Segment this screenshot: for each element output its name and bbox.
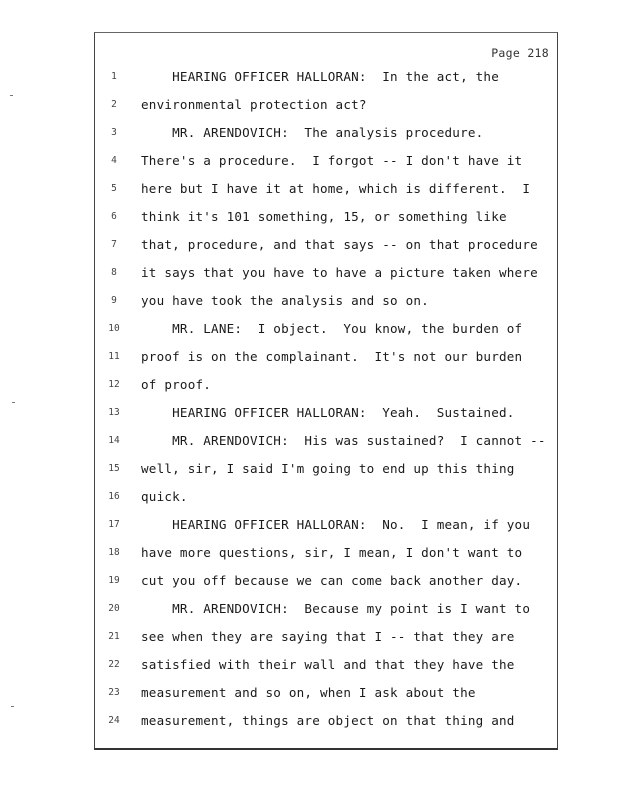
transcript-line bbox=[95, 399, 557, 427]
transcript-line bbox=[95, 427, 557, 455]
transcript-line bbox=[95, 539, 557, 567]
line-text: satisfied with their wall and that they have the bbox=[141, 657, 515, 672]
line-text: environmental protection act? bbox=[141, 97, 367, 112]
transcript-page bbox=[94, 32, 558, 750]
line-number: 2 bbox=[111, 99, 117, 110]
transcript-line bbox=[95, 651, 557, 679]
transcript-line bbox=[95, 567, 557, 595]
line-number: 14 bbox=[108, 435, 120, 446]
transcript-line bbox=[95, 91, 557, 119]
line-number: 20 bbox=[108, 603, 120, 614]
line-number: 13 bbox=[108, 407, 120, 418]
line-text: have more questions, sir, I mean, I don't want to bbox=[141, 545, 523, 560]
line-text: There's a procedure. I forgot -- I don't have it bbox=[141, 153, 523, 168]
line-text: that, procedure, and that says -- on that procedure bbox=[141, 237, 538, 252]
line-number: 9 bbox=[111, 295, 117, 306]
transcript-line bbox=[95, 175, 557, 203]
transcript-line bbox=[95, 63, 557, 91]
line-number: 18 bbox=[108, 547, 120, 558]
line-number: 22 bbox=[108, 659, 120, 670]
line-number: 8 bbox=[111, 267, 117, 278]
line-text: quick. bbox=[141, 489, 188, 504]
transcript-line bbox=[95, 679, 557, 707]
line-number: 5 bbox=[111, 183, 117, 194]
line-number: 19 bbox=[108, 575, 120, 586]
line-number: 15 bbox=[108, 463, 120, 474]
line-text: HEARING OFFICER HALLORAN: No. I mean, if you bbox=[141, 517, 531, 532]
line-number: 12 bbox=[108, 379, 120, 390]
line-number: 11 bbox=[108, 351, 120, 362]
transcript-line bbox=[95, 231, 557, 259]
transcript-line bbox=[95, 595, 557, 623]
line-number: 10 bbox=[108, 323, 120, 334]
line-number: 16 bbox=[108, 491, 120, 502]
scan-speck bbox=[12, 402, 15, 403]
transcript-line bbox=[95, 371, 557, 399]
line-text: you have took the analysis and so on. bbox=[141, 293, 429, 308]
scan-speck bbox=[10, 95, 13, 96]
transcript-line bbox=[95, 707, 557, 735]
line-text: MR. ARENDOVICH: Because my point is I want to bbox=[141, 601, 531, 616]
line-text: see when they are saying that I -- that they are bbox=[141, 629, 515, 644]
transcript-lines bbox=[95, 63, 557, 735]
transcript-line bbox=[95, 259, 557, 287]
line-number: 23 bbox=[108, 687, 120, 698]
transcript-line bbox=[95, 119, 557, 147]
transcript-line bbox=[95, 315, 557, 343]
page-number: Page 218 bbox=[491, 46, 549, 60]
line-text: HEARING OFFICER HALLORAN: Yeah. Sustained. bbox=[141, 405, 515, 420]
line-number: 1 bbox=[111, 71, 117, 82]
transcript-line bbox=[95, 623, 557, 651]
transcript-line bbox=[95, 511, 557, 539]
line-text: HEARING OFFICER HALLORAN: In the act, the bbox=[141, 69, 499, 84]
transcript-line bbox=[95, 147, 557, 175]
line-text: cut you off because we can come back another day. bbox=[141, 573, 523, 588]
line-number: 3 bbox=[111, 127, 117, 138]
line-text: MR. ARENDOVICH: His was sustained? I cannot -- bbox=[141, 433, 546, 448]
line-text: MR. ARENDOVICH: The analysis procedure. bbox=[141, 125, 484, 140]
line-number: 7 bbox=[111, 239, 117, 250]
line-text: well, sir, I said I'm going to end up this thing bbox=[141, 461, 515, 476]
line-number: 4 bbox=[111, 155, 117, 166]
transcript-line bbox=[95, 287, 557, 315]
line-text: here but I have it at home, which is different. I bbox=[141, 181, 531, 196]
transcript-line bbox=[95, 455, 557, 483]
line-text: of proof. bbox=[141, 377, 212, 392]
line-text: measurement and so on, when I ask about the bbox=[141, 685, 476, 700]
line-text: MR. LANE: I object. You know, the burden of bbox=[141, 321, 523, 336]
line-text: proof is on the complainant. It's not our burden bbox=[141, 349, 523, 364]
line-number: 24 bbox=[108, 715, 120, 726]
line-number: 17 bbox=[108, 519, 120, 530]
line-text: measurement, things are object on that thing and bbox=[141, 713, 515, 728]
line-text: think it's 101 something, 15, or something like bbox=[141, 209, 507, 224]
line-text: it says that you have to have a picture taken where bbox=[141, 265, 538, 280]
line-number: 21 bbox=[108, 631, 120, 642]
transcript-line bbox=[95, 483, 557, 511]
transcript-line bbox=[95, 203, 557, 231]
transcript-line bbox=[95, 343, 557, 371]
line-number: 6 bbox=[111, 211, 117, 222]
scan-speck bbox=[11, 706, 14, 707]
